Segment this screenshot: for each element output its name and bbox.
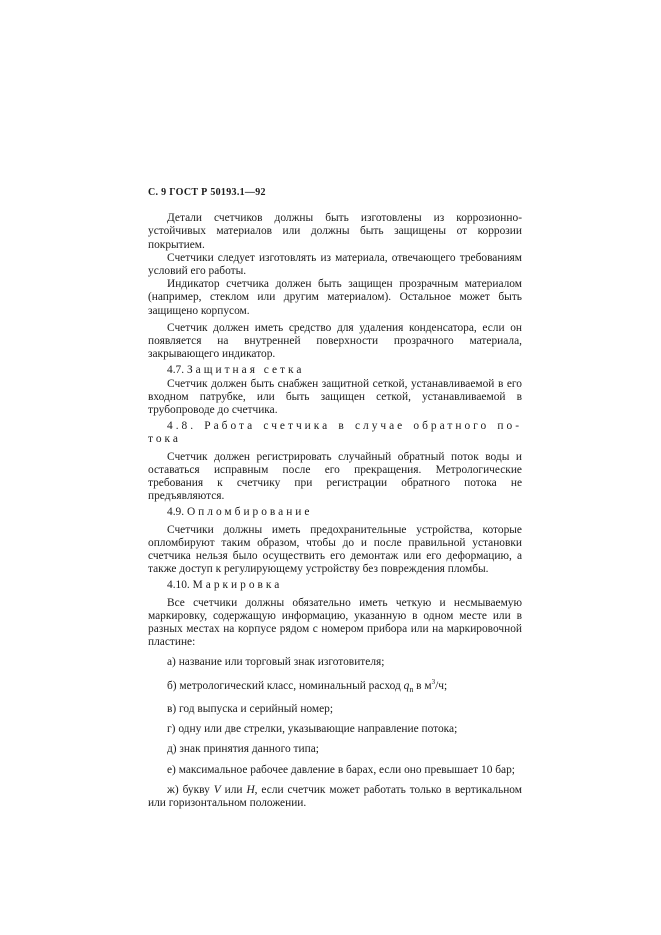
paragraph-corrosion: Детали счетчиков должны быть изготовлены из коррозионно-устойчивых материалов или должны быть защищены от коррозии покрытием.: [148, 212, 522, 251]
paragraph-condensate: Счетчик должен иметь средство для удаления конденсатора, если он появляется на внутренней поверхности прозрачного материала, закрывающего индикатор.: [148, 321, 522, 361]
paragraph-indicator: Индикатор счетчика должен быть защищен прозрачным материалом (например, стеклом или другим материалом). Остальное может быть защищено корпусом.: [148, 278, 522, 317]
section-4-8-heading-line2: тока: [148, 433, 181, 446]
list-item: е) максимальное рабочее давление в барах, если оно превышает 10 бар;: [167, 763, 515, 776]
list-item-text: ж) букву: [167, 783, 214, 796]
list-item: а) название или торговый знак изготовителя;: [167, 655, 385, 668]
section-4-10-body: Все счетчики должны обязательно иметь четкую и несмываемую маркировку, содержащую информацию, указанную в одном месте или в разных местах на корпусе рядом с номером прибора или на маркировочной пластине:: [148, 596, 522, 649]
list-item-text: , если счетчик может работать только в вертикальном или горизонтальном положении.: [148, 783, 522, 809]
list-item: д) знак принятия данного типа;: [167, 743, 319, 756]
section-4-8-body: Счетчик должен регистрировать случайный обратный поток воды и оставаться исправным после его прекращения. Метрологические требования к счетчику при регистрации обратного потока не предъявляются.: [148, 450, 522, 503]
document-page: [148, 186, 522, 810]
section-4-10-heading: [148, 579, 522, 592]
section-4-9-heading: [148, 506, 522, 519]
list-item-text: б) метрологический класс, номинальный расход: [167, 679, 404, 692]
list-item: [148, 676, 522, 696]
superscript-3: 3: [431, 677, 436, 686]
symbol-v: V: [213, 783, 221, 796]
section-number: 4.9.: [167, 506, 185, 519]
list-item-text: или: [220, 783, 247, 796]
section-number: 4.7.: [167, 364, 185, 377]
section-number: 4.10.: [167, 579, 190, 592]
section-title: Защитная сетка: [186, 364, 305, 377]
list-item: г) одну или две стрелки, указывающие направление потока;: [167, 723, 458, 736]
list-item-text: /ч;: [435, 679, 448, 692]
section-4-9-body: Счетчики должны иметь предохранительные устройства, которые опломбируют таким образом, чтобы до и после правильной установки счетчика нельзя было осуществить его демонтаж или его деформацию, а также доступ к регулирующему устройству без повреждения пломбы.: [148, 523, 522, 576]
symbol-q: q: [403, 679, 410, 692]
section-4-8-heading-line1: 4.8. Работа счетчика в случае обратного по-: [167, 420, 522, 433]
section-4-7-body: Счетчик должен быть снабжен защитной сеткой, устанавливаемой в его входном патрубке, или быть защищен сеткой, устанавливаемой в трубопроводе до счетчика.: [148, 377, 522, 417]
section-title: Опломбирование: [186, 506, 313, 519]
symbol-h: H: [246, 783, 255, 796]
marking-list: [148, 656, 522, 811]
section-title: Маркировка: [192, 579, 283, 592]
subscript-n: n: [409, 684, 414, 694]
page-header: С. 9 ГОСТ Р 50193.1—92: [148, 187, 266, 198]
list-item: [148, 784, 522, 810]
paragraph-material: Счетчики следует изготовлять из материала, отвечающего требованиям условий его работы.: [148, 251, 522, 278]
section-4-7-heading: [148, 364, 522, 377]
list-item-text: в м: [413, 679, 432, 692]
list-item: в) год выпуска и серийный номер;: [167, 702, 334, 715]
